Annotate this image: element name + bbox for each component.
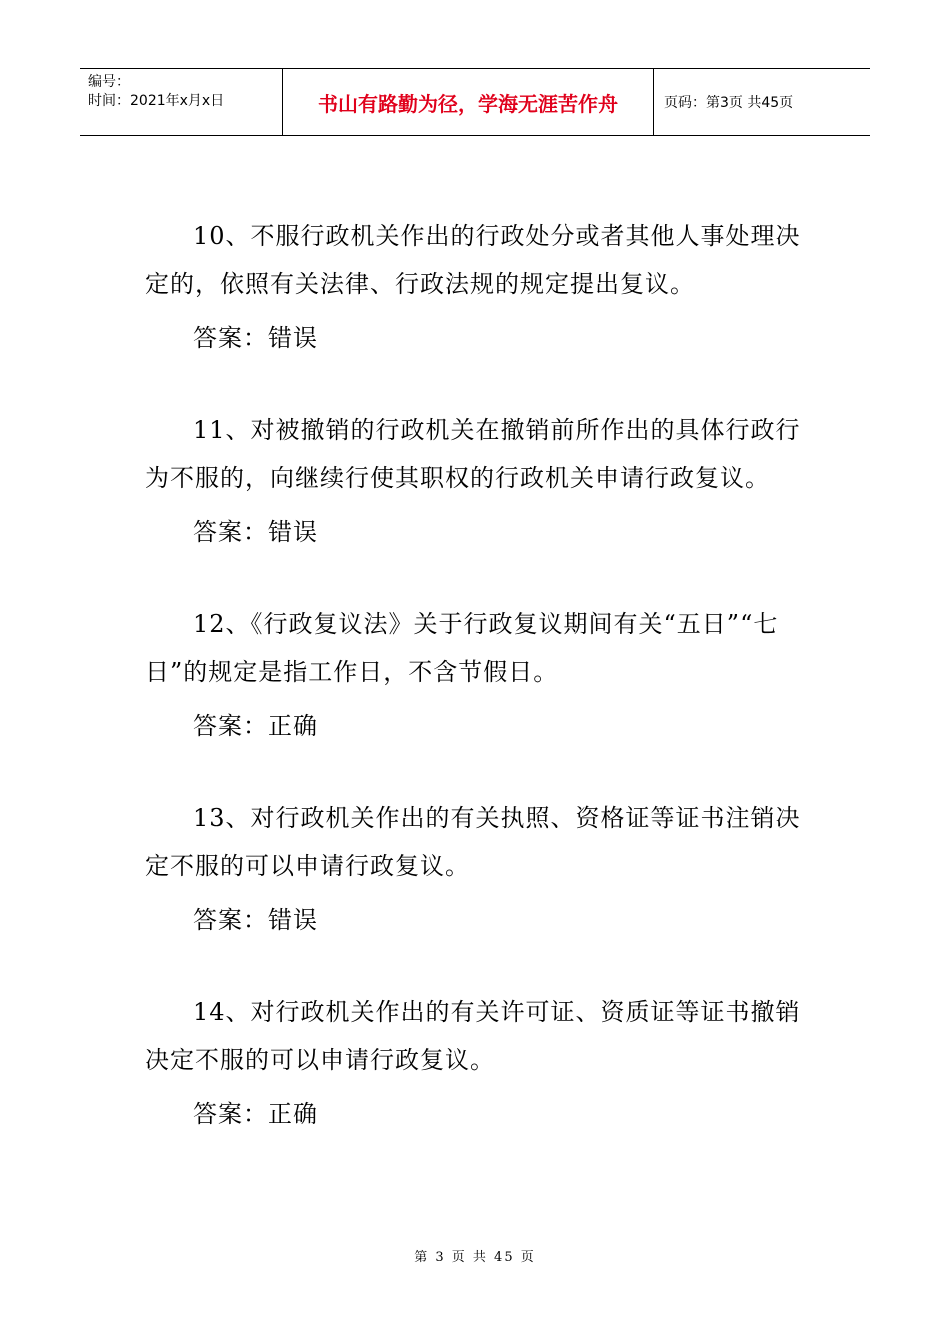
date-label: 时间：2021年x月x日 [88,93,225,109]
header-meta [80,69,282,135]
answer-text: 答案：错误 [193,324,318,352]
question-item [145,600,805,750]
document-body [145,212,805,1182]
header-page-info: 页码：第3页 共45页 [664,95,794,111]
question-text: 11、对被撤销的行政机关在撤销前所作出的具体行政行为不服的，向继续行使其职权的行政机关申请行政复议。 [145,416,801,492]
question-text: 14、对行政机关作出的有关许可证、资质证等证书撤销决定不服的可以申请行政复议。 [145,998,801,1074]
question-text: 12、《行政复议法》关于行政复议期间有关“五日”“七日”的规定是指工作日，不含节假日。 [145,610,779,686]
header-motto: 书山有路勤为径，学海无涯苦作舟 [282,69,654,135]
answer-text: 答案：错误 [193,518,318,546]
page-footer: 第 3 页 共 45 页 [414,1250,536,1265]
question-item [145,794,805,944]
question-item [145,988,805,1138]
page-header [80,68,870,136]
answer-text: 答案：错误 [193,906,318,934]
answer-text: 答案：正确 [193,1100,318,1128]
question-text: 10、不服行政机关作出的行政处分或者其他人事处理决定的，依照有关法律、行政法规的规定提出复议。 [145,222,801,298]
question-item [145,406,805,556]
number-label: 编号： [88,74,130,90]
question-item [145,212,805,362]
answer-text: 答案：正确 [193,712,318,740]
question-text: 13、对行政机关作出的有关执照、资格证等证书注销决定不服的可以申请行政复议。 [145,804,801,880]
